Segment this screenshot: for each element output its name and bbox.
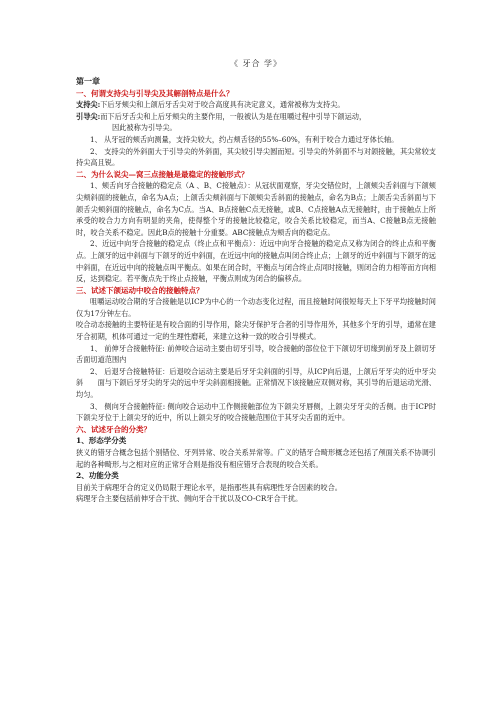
- question-heading-1: 一、何谓支持尖与引导尖及其解剖特点是什么？: [76, 88, 234, 98]
- function-classification-heading: 2、功能分类: [76, 471, 119, 481]
- s1-point-2: 2、 支持尖的外斜面大于引导尖的外斜面，其尖较引导尖圆而短。引导尖的外斜面不与对颌接触，其尖常较支持尖高且锐。: [76, 146, 436, 168]
- s3-point-2: 2、 后退牙合接触特征：后退咬合运动主要是后牙牙尖斜面的引导，从ICP向后退，上颌后牙牙尖的近中牙尖斜 面与下颌后牙牙尖的牙尖的远中牙尖斜面相接触。正常情况下该接触应双侧对称，其引导的后退运动光滑、均匀。: [76, 366, 436, 400]
- morphology-classification-heading: 1、形态学分类: [76, 436, 127, 446]
- question-heading-2: 二、为什么说尖—窝三点接触是最稳定的接触形式？: [76, 169, 249, 179]
- support-cusp-text: 下后牙颊尖和上颌后牙舌尖对于咬合高度具有决定意义，通常被称为支持尖。: [100, 100, 345, 110]
- function-classification-text-1: 目前关于病理牙合的定义仍局限于理论水平，是指那些具有病理性牙合因素的咬合。: [76, 482, 342, 492]
- guide-cusp-paragraph: [76, 111, 436, 123]
- document-title: 《 牙合 学》: [229, 59, 283, 68]
- s3-point-3: 3、 侧向牙合接触特征: 侧向咬合运动中工作侧接触部位为下颌尖牙唇侧，上颌尖牙牙尖的舌侧。由于ICP时下颌尖牙位于上颌尖牙的近中，所以上颌尖牙的咬合接触范围位于其牙尖舌面的近中。: [76, 401, 436, 423]
- question-heading-6: 六、试述牙合的分类？: [76, 424, 151, 434]
- morphology-classification-text: 狭义的错牙合概念包括个别错位、牙列异常、咬合关系异常等。广义的错牙合畸形概念还包括了颅面关系不协调引起的各种畸形,与之相对应的正常牙合则是指没有相应错牙合表现的咬合关系。: [76, 448, 436, 469]
- guide-cusp-text: 而下后牙舌尖和上后牙颊尖的主要作用，一般被认为是在咀嚼过程中引导下颌运动，: [100, 111, 367, 121]
- support-cusp-label: 支持尖:: [76, 100, 101, 110]
- s2-point-2: 2、近远中向牙合接触的稳定点（终止点和平衡点）：近远中向牙合接触的稳定点又称为闭合的终止点和平衡点。上颌牙的远中斜面与下颌牙的近中斜面，在近远中向的接触点叫闭合终止点；上颌牙的近中斜面与下颌牙的远中斜面，在近远中向的接触点叫平衡点。如果在闭合时，平衡点与闭合终止点同时接触，则闭合的力相等而方向相反，达到稳定。若平衡点先于终止点接触，平衡点则成为闭合的偏移点。: [76, 239, 436, 284]
- guide-cusp-continuation: 因此被称为引导尖。: [112, 123, 177, 133]
- s2-point-1: 1、颊舌向牙合接触的稳定点（A 、B、C接触点）：从冠状面观察，牙尖交错位时，上颌颊尖舌斜面与下颌颊尖颊斜面的接触点，命名为A点；上颌舌尖颊斜面与下颌颊尖舌斜面的接触点，命名为B点；上颌舌尖舌斜面与下颌舌尖颊斜面的接触点，命名为C点。当A、B点接触C点无接触，或B、C点接触A点无接触时，由于接触点上所承受的咬合力方向有明显的夹角，使得整个牙的接触比较稳定，咬合关系比较稳定，而当A、C接触B点无接触时，咬合关系不稳定。因此B点的接触十分重要。ABC接触点为颊舌向的稳定点。: [76, 181, 436, 237]
- s3-point-1: 1、 前伸牙合接触特征: 前伸咬合运动主要由切牙引导，咬合接触的部位位于下颌切牙切缘到前牙及上颌切牙舌面切道范围内: [76, 343, 436, 365]
- chapter-heading: 第一章: [76, 76, 100, 86]
- s3-paragraph-1: 咀嚼运动咬合期的牙合接触是以ICP为中心的一个动态变化过程，而且接触时间很短每天上下牙平均接触时间仅为17分钟左右。: [76, 297, 436, 318]
- function-classification-text-2: 病理牙合主要包括前伸牙合干扰、侧向牙合干扰以及CO-CR牙合干扰。: [76, 494, 303, 504]
- guide-cusp-label: 引导尖:: [76, 111, 101, 121]
- support-cusp-paragraph: [76, 99, 436, 111]
- s1-point-1: 1、 从牙冠的颊舌向测量，支持尖较大，约占颊舌径的55%–60%，有利于咬合力通过牙体长轴。: [90, 134, 399, 144]
- s3-paragraph-2: 咬合动态接触的主要特征是有咬合面的引导作用，除尖牙保护牙合者的引导作用外，其他多个牙的引导，通常在建牙合初期，机体可通过一定的生理性磨耗，来建立这种一致的咬合引导模式。: [76, 320, 436, 342]
- question-heading-3: 三、试述下颌运动中咬合的接触特点？: [76, 285, 204, 295]
